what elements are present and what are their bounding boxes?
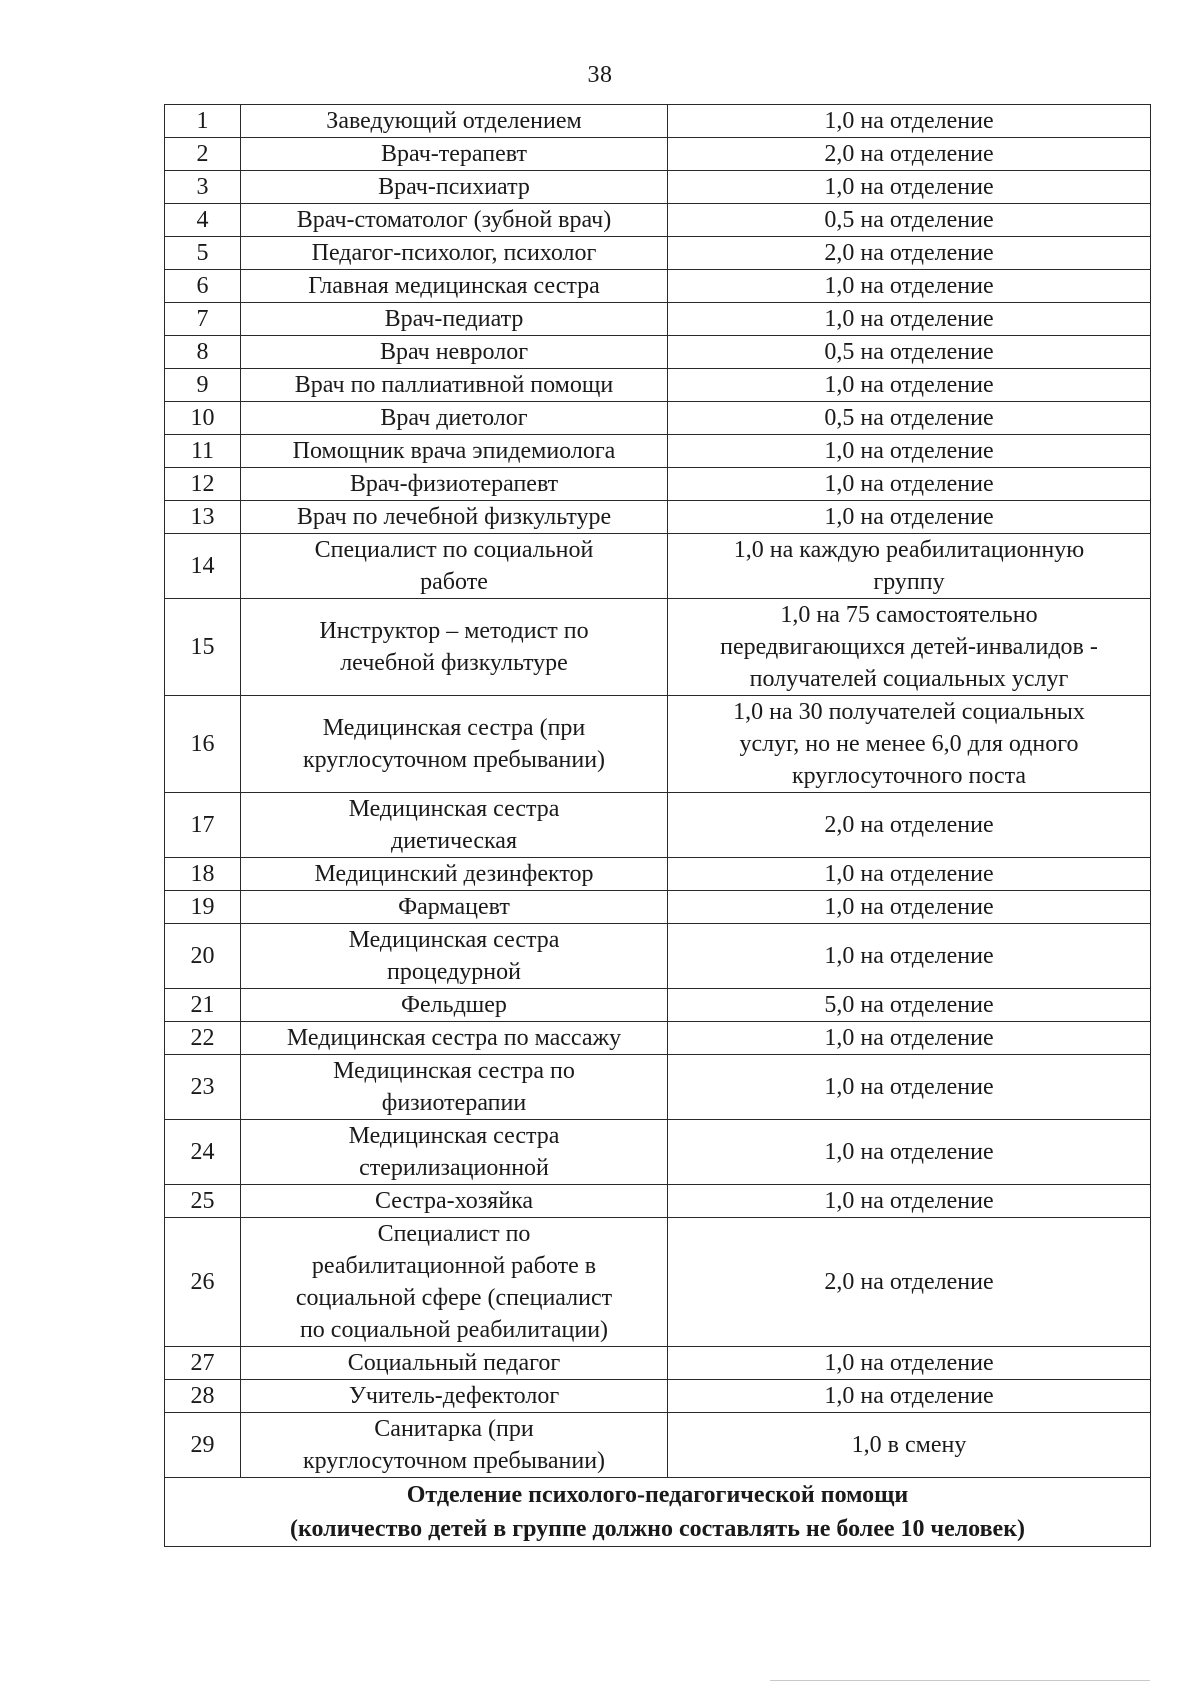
position-text-line: стерилизационной bbox=[359, 1155, 549, 1181]
norm-cell bbox=[668, 369, 1151, 402]
position-text-line: работе bbox=[420, 569, 488, 595]
norm-cell bbox=[668, 303, 1151, 336]
row-number-cell: 17 bbox=[165, 793, 241, 858]
position-text-line: Врач-стоматолог (зубной врач) bbox=[296, 207, 612, 233]
position-text-line: Инструктор – методист по bbox=[319, 618, 589, 644]
norm-cell bbox=[668, 1218, 1151, 1347]
table-row bbox=[165, 138, 1151, 171]
position-text-line: Медицинская сестра (при bbox=[322, 715, 586, 741]
table-row bbox=[165, 402, 1151, 435]
position-cell bbox=[241, 105, 668, 138]
position-text-line: Специалист по bbox=[377, 1221, 531, 1247]
position-cell bbox=[241, 599, 668, 696]
position-text-line: социальной сфере (специалист bbox=[295, 1285, 613, 1311]
row-number-cell: 9 bbox=[165, 369, 241, 402]
position-cell bbox=[241, 303, 668, 336]
position-text-line: Санитарка (при bbox=[374, 1416, 534, 1442]
position-text-line: Врач-терапевт bbox=[381, 141, 527, 167]
row-number-cell: 8 bbox=[165, 336, 241, 369]
norm-text-line: группу bbox=[873, 569, 945, 595]
norm-cell bbox=[668, 1120, 1151, 1185]
row-number-cell: 29 bbox=[165, 1413, 241, 1478]
norm-text-line: 2,0 на отделение bbox=[824, 240, 994, 266]
table-row bbox=[165, 1347, 1151, 1380]
position-cell bbox=[241, 696, 668, 793]
position-cell bbox=[241, 501, 668, 534]
row-number-cell: 10 bbox=[165, 402, 241, 435]
norm-cell bbox=[668, 237, 1151, 270]
norm-text-line: 1,0 на отделение bbox=[824, 1188, 994, 1214]
row-number-cell: 25 bbox=[165, 1185, 241, 1218]
norm-text-line: 2,0 на отделение bbox=[824, 812, 994, 838]
position-cell bbox=[241, 336, 668, 369]
table-row bbox=[165, 696, 1151, 793]
row-number-cell: 15 bbox=[165, 599, 241, 696]
table-row bbox=[165, 237, 1151, 270]
norm-cell bbox=[668, 696, 1151, 793]
position-text-line: Врач невролог bbox=[379, 339, 529, 365]
norm-text-line: 1,0 на отделение bbox=[824, 471, 994, 497]
position-text-line: Медицинская сестра по массажу bbox=[286, 1025, 622, 1051]
norm-text-line: 1,0 на отделение bbox=[824, 861, 994, 887]
position-cell bbox=[241, 1347, 668, 1380]
norm-cell bbox=[668, 599, 1151, 696]
norm-text-line: 1,0 на отделение bbox=[824, 894, 994, 920]
table-row bbox=[165, 1218, 1151, 1347]
row-number-cell: 19 bbox=[165, 891, 241, 924]
table-row bbox=[165, 924, 1151, 989]
footer-scan-mark bbox=[770, 1680, 1150, 1682]
norm-text-line: 0,5 на отделение bbox=[824, 405, 994, 431]
position-text-line: Педагог-психолог, психолог bbox=[311, 240, 597, 266]
norm-text-line: 1,0 на 75 самостоятельно bbox=[780, 602, 1038, 628]
position-cell bbox=[241, 858, 668, 891]
row-number-cell: 1 bbox=[165, 105, 241, 138]
position-text-line: процедурной bbox=[387, 959, 521, 985]
norm-text-line: 2,0 на отделение bbox=[824, 1269, 994, 1295]
row-number-cell: 6 bbox=[165, 270, 241, 303]
row-number-cell: 11 bbox=[165, 435, 241, 468]
norm-cell bbox=[668, 1380, 1151, 1413]
position-text-line: Врач-физиотерапевт bbox=[349, 471, 559, 497]
position-cell bbox=[241, 435, 668, 468]
position-cell bbox=[241, 270, 668, 303]
norm-text-line: 1,0 на отделение bbox=[824, 174, 994, 200]
position-cell bbox=[241, 924, 668, 989]
row-number-cell: 4 bbox=[165, 204, 241, 237]
staffing-table bbox=[164, 104, 1151, 1547]
table-row bbox=[165, 599, 1151, 696]
position-text-line: Сестра-хозяйка bbox=[374, 1188, 534, 1214]
table-row bbox=[165, 1185, 1151, 1218]
position-cell bbox=[241, 1413, 668, 1478]
table-row bbox=[165, 435, 1151, 468]
norm-text-line: услуг, но не менее 6,0 для одного bbox=[739, 731, 1079, 757]
norm-text-line: 1,0 на отделение bbox=[824, 1074, 994, 1100]
row-number-cell: 21 bbox=[165, 989, 241, 1022]
norm-cell bbox=[668, 468, 1151, 501]
norm-cell bbox=[668, 501, 1151, 534]
table-row bbox=[165, 369, 1151, 402]
position-text-line: Медицинская сестра bbox=[348, 1123, 560, 1149]
position-text-line: физиотерапии bbox=[381, 1090, 527, 1116]
table-row bbox=[165, 501, 1151, 534]
section-subtitle: (количество детей в группе должно составлять не более 10 человек) bbox=[289, 1516, 1026, 1542]
norm-cell bbox=[668, 1055, 1151, 1120]
row-number-cell: 2 bbox=[165, 138, 241, 171]
norm-cell bbox=[668, 435, 1151, 468]
section-title: Отделение психолого-педагогической помощи bbox=[406, 1482, 909, 1508]
norm-cell bbox=[668, 1185, 1151, 1218]
row-number-cell: 3 bbox=[165, 171, 241, 204]
norm-text-line: 1,0 на отделение bbox=[824, 438, 994, 464]
norm-cell bbox=[668, 171, 1151, 204]
row-number-cell: 22 bbox=[165, 1022, 241, 1055]
position-text-line: Медицинская сестра bbox=[348, 927, 560, 953]
position-text-line: круглосуточном пребывании) bbox=[302, 747, 606, 773]
position-text-line: диетическая bbox=[391, 828, 517, 854]
position-text-line: Специалист по социальной bbox=[314, 537, 594, 563]
position-text-line: по социальной реабилитации) bbox=[299, 1317, 609, 1343]
position-text-line: лечебной физкультуре bbox=[340, 650, 568, 676]
norm-cell bbox=[668, 1347, 1151, 1380]
position-text-line: Врач по лечебной физкультуре bbox=[296, 504, 612, 530]
position-cell bbox=[241, 138, 668, 171]
table-row bbox=[165, 1055, 1151, 1120]
table-row bbox=[165, 891, 1151, 924]
row-number-cell: 5 bbox=[165, 237, 241, 270]
row-number-cell: 18 bbox=[165, 858, 241, 891]
row-number-cell: 28 bbox=[165, 1380, 241, 1413]
table-row bbox=[165, 1380, 1151, 1413]
table-row bbox=[165, 270, 1151, 303]
table-row bbox=[165, 171, 1151, 204]
row-number-cell: 23 bbox=[165, 1055, 241, 1120]
row-number-cell: 7 bbox=[165, 303, 241, 336]
position-text-line: Учитель-дефектолог bbox=[348, 1383, 560, 1409]
norm-text-line: 1,0 в смену bbox=[851, 1432, 967, 1458]
table-row bbox=[165, 336, 1151, 369]
norm-text-line: 1,0 на отделение bbox=[824, 273, 994, 299]
norm-text-line: 1,0 на отделение bbox=[824, 372, 994, 398]
position-text-line: круглосуточном пребывании) bbox=[302, 1448, 606, 1474]
norm-text-line: 1,0 на отделение bbox=[824, 1025, 994, 1051]
norm-text-line: 1,0 на 30 получателей социальных bbox=[733, 699, 1085, 725]
position-text-line: Врач по паллиативной помощи bbox=[294, 372, 614, 398]
table-row bbox=[165, 303, 1151, 336]
position-text-line: реабилитационной работе в bbox=[311, 1253, 597, 1279]
position-cell bbox=[241, 1185, 668, 1218]
row-number-cell: 16 bbox=[165, 696, 241, 793]
row-number-cell: 24 bbox=[165, 1120, 241, 1185]
norm-cell bbox=[668, 105, 1151, 138]
table-row bbox=[165, 1120, 1151, 1185]
norm-cell bbox=[668, 924, 1151, 989]
norm-cell bbox=[668, 1413, 1151, 1478]
norm-cell bbox=[668, 336, 1151, 369]
position-text-line: Медицинская сестра по bbox=[333, 1058, 575, 1084]
norm-cell bbox=[668, 989, 1151, 1022]
position-text-line: Врач диетолог bbox=[380, 405, 528, 431]
position-text-line: Врач-психиатр bbox=[378, 174, 530, 200]
row-number-cell: 13 bbox=[165, 501, 241, 534]
position-text-line: Врач-педиатр bbox=[384, 306, 524, 332]
position-cell bbox=[241, 1380, 668, 1413]
norm-text-line: 1,0 на каждую реабилитационную bbox=[733, 537, 1085, 563]
norm-text-line: 1,0 на отделение bbox=[824, 1139, 994, 1165]
row-number-cell: 20 bbox=[165, 924, 241, 989]
norm-text-line: 1,0 на отделение bbox=[824, 306, 994, 332]
norm-cell bbox=[668, 858, 1151, 891]
norm-cell bbox=[668, 204, 1151, 237]
norm-text-line: 1,0 на отделение bbox=[824, 943, 994, 969]
position-cell bbox=[241, 171, 668, 204]
position-text-line: Медицинская сестра bbox=[348, 796, 560, 822]
position-text-line: Медицинский дезинфектор bbox=[314, 861, 594, 887]
position-text-line: Социальный педагог bbox=[347, 1350, 561, 1376]
position-cell bbox=[241, 468, 668, 501]
page-number: 38 bbox=[587, 62, 613, 88]
staffing-table-body bbox=[165, 105, 1151, 1478]
norm-cell bbox=[668, 534, 1151, 599]
table-row bbox=[165, 468, 1151, 501]
table-row bbox=[165, 1413, 1151, 1478]
table-row bbox=[165, 858, 1151, 891]
row-number-cell: 27 bbox=[165, 1347, 241, 1380]
section-header-cell bbox=[165, 1478, 1151, 1547]
position-text-line: Фельдшер bbox=[401, 992, 507, 1018]
row-number-cell: 12 bbox=[165, 468, 241, 501]
position-cell bbox=[241, 369, 668, 402]
position-cell bbox=[241, 402, 668, 435]
norm-text-line: получателей социальных услуг bbox=[749, 666, 1069, 692]
norm-cell bbox=[668, 793, 1151, 858]
table-row bbox=[165, 534, 1151, 599]
table-row bbox=[165, 204, 1151, 237]
norm-text-line: 5,0 на отделение bbox=[824, 992, 994, 1018]
position-cell bbox=[241, 204, 668, 237]
table-row bbox=[165, 105, 1151, 138]
section-header-row bbox=[165, 1478, 1151, 1547]
norm-text-line: 1,0 на отделение bbox=[824, 1383, 994, 1409]
norm-text-line: 1,0 на отделение bbox=[824, 504, 994, 530]
norm-cell bbox=[668, 138, 1151, 171]
norm-cell bbox=[668, 402, 1151, 435]
position-text-line: Помощник врача эпидемиолога bbox=[292, 438, 616, 464]
norm-text-line: передвигающихся детей-инвалидов - bbox=[720, 634, 1098, 660]
position-cell bbox=[241, 1055, 668, 1120]
norm-cell bbox=[668, 1022, 1151, 1055]
table-row bbox=[165, 793, 1151, 858]
norm-text-line: круглосуточного поста bbox=[791, 763, 1027, 789]
norm-cell bbox=[668, 270, 1151, 303]
norm-cell bbox=[668, 891, 1151, 924]
norm-text-line: 1,0 на отделение bbox=[824, 108, 994, 134]
norm-text-line: 2,0 на отделение bbox=[824, 141, 994, 167]
position-text-line: Фармацевт bbox=[398, 894, 510, 920]
position-text-line: Заведующий отделением bbox=[326, 108, 582, 134]
position-cell bbox=[241, 1022, 668, 1055]
row-number-cell: 26 bbox=[165, 1218, 241, 1347]
position-cell bbox=[241, 891, 668, 924]
position-cell bbox=[241, 1120, 668, 1185]
norm-text-line: 1,0 на отделение bbox=[824, 1350, 994, 1376]
position-cell bbox=[241, 793, 668, 858]
table-row bbox=[165, 989, 1151, 1022]
position-cell bbox=[241, 237, 668, 270]
norm-text-line: 0,5 на отделение bbox=[824, 207, 994, 233]
position-cell bbox=[241, 989, 668, 1022]
norm-text-line: 0,5 на отделение bbox=[824, 339, 994, 365]
position-cell bbox=[241, 534, 668, 599]
row-number-cell: 14 bbox=[165, 534, 241, 599]
position-cell bbox=[241, 1218, 668, 1347]
position-text-line: Главная медицинская сестра bbox=[308, 273, 600, 299]
table-row bbox=[165, 1022, 1151, 1055]
